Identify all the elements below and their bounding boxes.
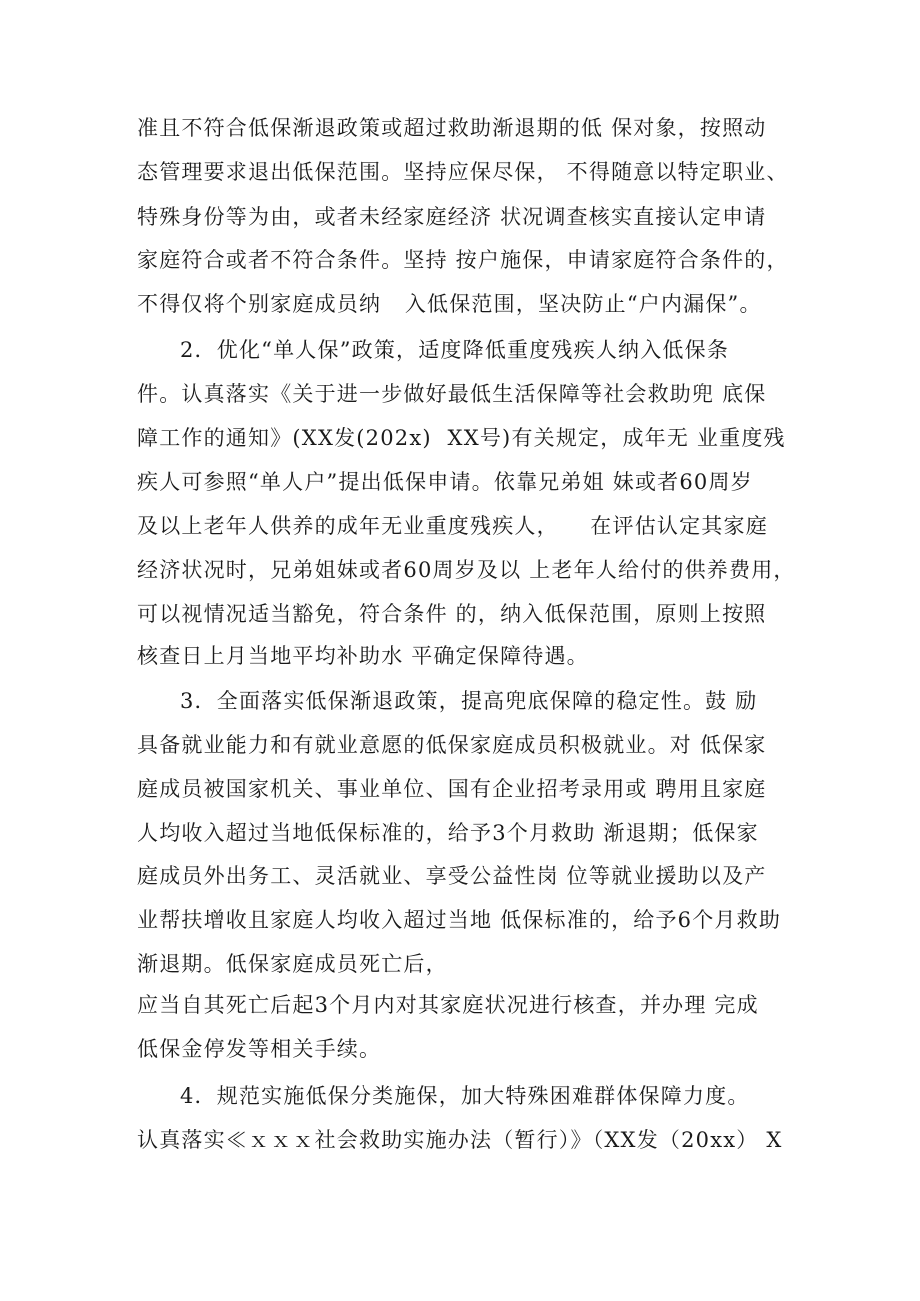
paragraph-line: 可以视情况适当豁免，符合条件 的，纳入低保范围，原则上按照 <box>137 602 767 626</box>
paragraph-line: 渐退期。低保家庭成员死亡后， <box>137 952 448 976</box>
paragraph-line: 家庭符合或者不符合条件。坚持 按户施保，申请家庭符合条件的， <box>137 248 789 272</box>
paragraph-line: 不得仅将个别家庭成员纳 入低保范围，坚决防止“户内漏保”。 <box>137 292 762 316</box>
section-heading-2: 2．优化“单人保”政策，适度降低重度残疾人纳入低保条 <box>180 338 730 362</box>
paragraph-line: 核查日上月当地平均补助水 平确定保障待遇。 <box>137 644 589 668</box>
paragraph-line: 经济状况时，兄弟姐妹或者60周岁及以 上老年人给付的供养费用， <box>137 558 796 582</box>
paragraph-line: 态管理要求退出低保范围。坚持应保尽保， 不得随意以特定职业、 <box>137 160 789 184</box>
section-heading-4: 4．规范实施低保分类施保，加大特殊困难群体保障力度。 <box>180 1084 750 1108</box>
paragraph-line: 疾人可参照“单人户”提出低保申请。依靠兄弟姐 妹或者60周岁 <box>137 470 753 494</box>
section-heading-3: 3．全面落实低保渐退政策，提高兜底保障的稳定性。鼓 励 <box>180 689 758 713</box>
paragraph-line: 业帮扶增收且家庭人均收入超过当地 低保标准的，给予6个月救助 <box>137 908 782 932</box>
paragraph-line: 特殊身份等为由，或者未经家庭经济 状况调查核实直接认定申请 <box>137 205 767 229</box>
paragraph-line: 低保金停发等相关手续。 <box>137 1037 382 1061</box>
paragraph-line: 准且不符合低保渐退政策或超过救助渐退期的低 保对象，按照动 <box>137 116 767 140</box>
paragraph-line: 障工作的通知》(XX发(202x) XX号)有关规定，成年无 业重度残 <box>137 426 786 450</box>
paragraph-line: 及以上老年人供养的成年无业重度残疾人， 在评估认定其家庭 <box>137 514 768 538</box>
paragraph-line: 认真落实≪ｘｘｘ社会救助实施办法（暂行）》（XX发（20xx） X <box>137 1128 783 1152</box>
paragraph-line: 庭成员外出务工、灵活就业、享受公益性岗 位等就业援助以及产 <box>137 864 767 888</box>
paragraph-line: 件。认真落实《关于进一步做好最低生活保障等社会救助兜 底保 <box>137 382 767 406</box>
paragraph-line: 具备就业能力和有就业意愿的低保家庭成员积极就业。对 低保家 <box>137 733 767 757</box>
paragraph-line: 应当自其死亡后起3个月内对其家庭状况进行核查，并办理 完成 <box>137 993 759 1017</box>
paragraph-line: 庭成员被国家机关、事业单位、国有企业招考录用或 聘用且家庭 <box>137 777 767 801</box>
paragraph-line: 人均收入超过当地低保标准的，给予3个月救助 渐退期；低保家 <box>137 821 759 845</box>
